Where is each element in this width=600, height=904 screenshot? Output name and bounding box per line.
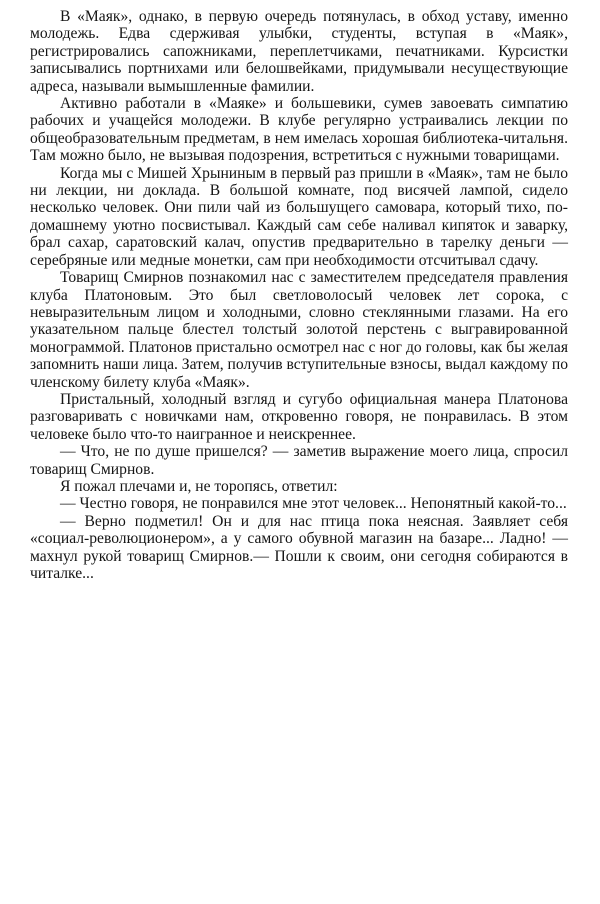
paragraph-7: Я пожал плечами и, не торопясь, ответил: — [60, 477, 338, 495]
paragraph-9: — Верно подметил! Он и для нас птица пока неясная. Заявляет себя «социал-революционером», а у самого обувной магазин на базаре... Ладно! — махнул рукой товарищ Смирнов.— Пошли к своим, они сегодня собираются в читалке... — [30, 512, 568, 582]
paragraph-1: В «Маяк», однако, в первую очередь потянулась, в обход уставу, именно молодежь. Едва сдерживая улыбки, студенты, вступая в «Маяк», регистрировались сапожниками, переплетчиками, печатниками. Курсистки записывались портнихами или белошвейками, придумывали несуществующие адреса, называли вымышленные фамилии. — [30, 8, 568, 95]
paragraph-3: Когда мы с Мишей Хрыниным в первый раз пришли в «Маяк», там не было ни лекции, ни доклада. В большой комнате, под висячей лампой, сидело несколько человек. Они пили чай из большущего самовара, который тихо, по-домашнему уютно посвистывал. Каждый сам себе наливал кипяток и заварку, брал сахар, саратовский калач, опустив предварительно в тарелку деньги — серебряные или медные монетки, сам при необходимости отсчитывал сдачу. — [30, 164, 568, 269]
paragraph-6: — Что, не по душе пришелся? — заметив выражение моего лица, спросил товарищ Смирнов. — [30, 443, 568, 478]
paragraph-5: Пристальный, холодный взгляд и сугубо официальная манера Платонова разговаривать с новичками нам, откровенно говоря, не понравилась. В этом человеке было что-то наигранное и неискреннее. — [30, 390, 568, 443]
paragraph-8: — Честно говоря, не понравился мне этот человек... Непонятный какой-то... — [60, 495, 567, 513]
paragraph-4: Товарищ Смирнов познакомил нас с заместителем председателя правления клуба Платоновым. Это был светловолосый человек лет сорока, с невыразительным лицом и холодными, словно стеклянными глазами. На его указательном пальце блестел толстый золотой перстень с выгравированной монограммой. Платонов пристально осмотрел нас с ног до головы, как бы желая запомнить наши лица. Затем, получив вступительные взносы, выдал каждому по членскому билету клуба «Маяк». — [30, 269, 568, 391]
page-text — [30, 8, 568, 582]
paragraph-2: Активно работали в «Маяке» и большевики, сумев завоевать симпатию рабочих и учащейся молодежи. В клубе регулярно устраивались лекции по общеобразовательным предметам, в нем имелась хорошая библиотека-читальня. Там можно было, не вызывая подозрения, встретиться с нужными товарищами. — [30, 95, 568, 165]
